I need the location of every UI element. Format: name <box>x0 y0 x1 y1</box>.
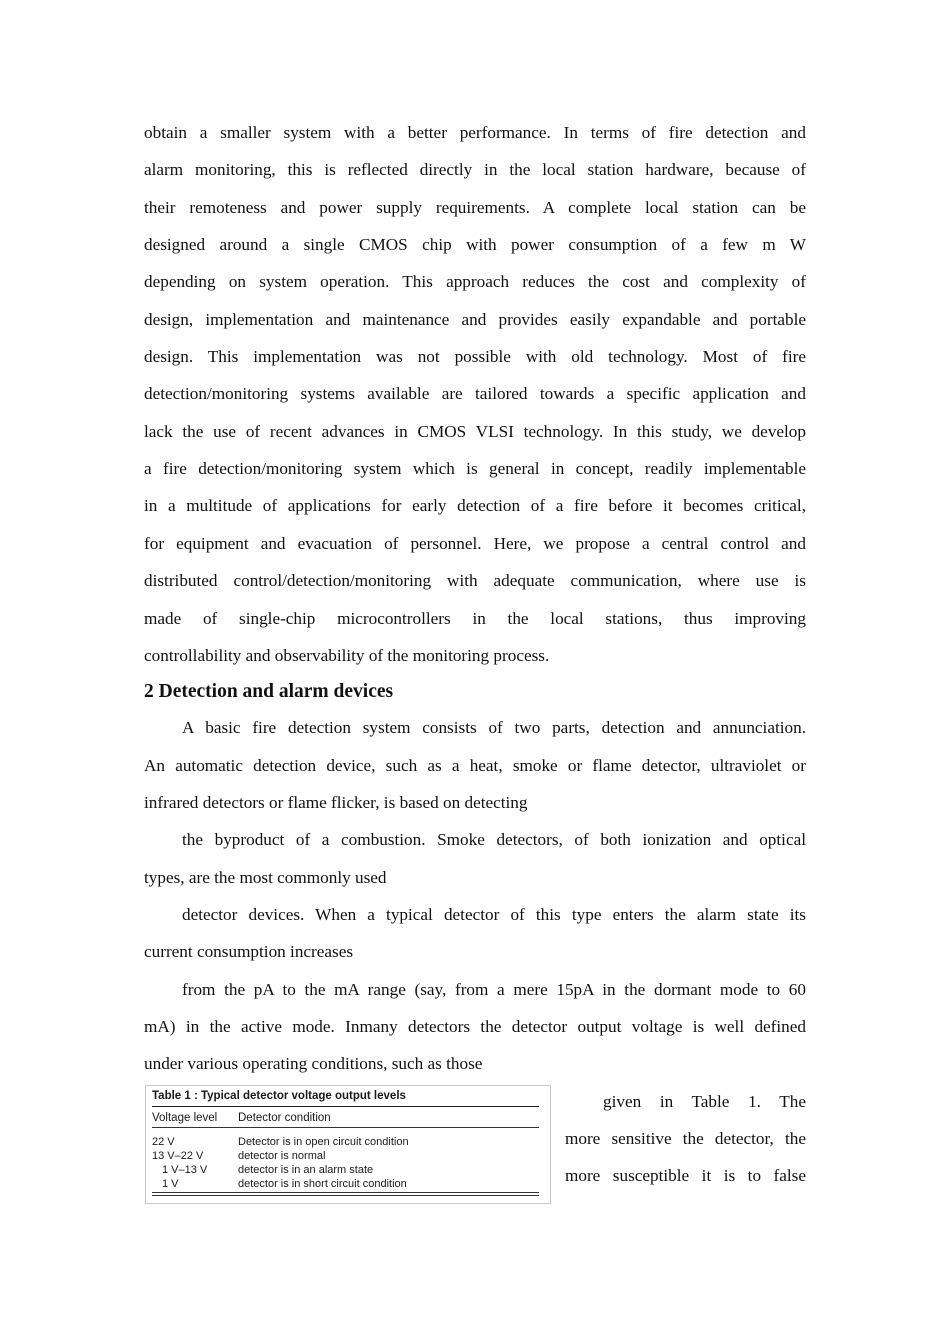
paragraph-line: types, are the most commonly used <box>144 868 387 887</box>
table-cell-voltage: 22 V <box>152 1136 175 1148</box>
table-rule <box>152 1192 539 1193</box>
paragraph-line: from the pA to the mA range (say, from a mere 15pA in the dormant mode to 60 <box>182 980 806 999</box>
table-header-voltage: Voltage level <box>152 1112 218 1124</box>
wrapped-line: more susceptible it is to false <box>565 1166 806 1185</box>
table-rule <box>152 1195 539 1196</box>
table-figure <box>145 1085 551 1204</box>
table-cell-condition: detector is normal <box>238 1150 326 1162</box>
paragraph-line: their remoteness and power supply requirements. A complete local station can be <box>144 198 806 217</box>
paragraph-line: infrared detectors or flame flicker, is based on detecting <box>144 793 528 812</box>
paragraph-line: a fire detection/monitoring system which is general in concept, readily implementable <box>144 459 806 478</box>
paragraph-line: detector devices. When a typical detector of this type enters the alarm state its <box>182 905 806 924</box>
paragraph-line: detection/monitoring systems available are tailored towards a specific application and <box>144 384 806 403</box>
table-cell-voltage: 13 V–22 V <box>152 1150 204 1162</box>
paragraph-line: A basic fire detection system consists of two parts, detection and annunciation. <box>182 718 806 737</box>
paragraph-line: mA) in the active mode. Inmany detectors the detector output voltage is well defined <box>144 1017 806 1036</box>
section-heading: 2 Detection and alarm devices <box>144 681 394 702</box>
table-rule <box>152 1106 539 1107</box>
paragraph-line: for equipment and evacuation of personnel. Here, we propose a central control and <box>144 534 806 553</box>
table-cell-condition: detector is in an alarm state <box>238 1164 374 1176</box>
paragraph-line: designed around a single CMOS chip with power consumption of a few m W <box>144 235 806 254</box>
paragraph-line: An automatic detection device, such as a heat, smoke or flame detector, ultraviolet or <box>144 756 806 775</box>
paragraph-line: depending on system operation. This approach reduces the cost and complexity of <box>144 272 806 291</box>
paragraph-line: made of single-chip microcontrollers in the local stations, thus improving <box>144 609 806 628</box>
paragraph-line: lack the use of recent advances in CMOS VLSI technology. In this study, we develop <box>144 422 806 441</box>
paragraph-line: obtain a smaller system with a better performance. In terms of fire detection and <box>144 123 806 142</box>
table-cell-voltage: 1 V <box>162 1178 179 1190</box>
paragraph-line: distributed control/detection/monitoring with adequate communication, where use is <box>144 571 806 590</box>
table-header-condition: Detector condition <box>238 1112 331 1124</box>
paragraph-line: under various operating conditions, such as those <box>144 1054 483 1073</box>
paragraph-line: design. This implementation was not possible with old technology. Most of fire <box>144 347 806 366</box>
table-caption: Table 1 : Typical detector voltage output levels <box>152 1090 406 1102</box>
table-cell-condition: Detector is in open circuit condition <box>238 1136 409 1148</box>
paragraph-line: controllability and observability of the monitoring process. <box>144 646 550 665</box>
paragraph-line: current consumption increases <box>144 942 354 961</box>
wrapped-line: more sensitive the detector, the <box>565 1129 806 1148</box>
paragraph-line: in a multitude of applications for early detection of a fire before it becomes critical, <box>144 496 806 515</box>
table-cell-condition: detector is in short circuit condition <box>238 1178 407 1190</box>
paragraph-line: the byproduct of a combustion. Smoke detectors, of both ionization and optical <box>182 830 806 849</box>
paragraph-line: design, implementation and maintenance and provides easily expandable and portable <box>144 310 806 329</box>
paragraph-line: alarm monitoring, this is reflected directly in the local station hardware, because of <box>144 160 806 179</box>
table-rule <box>152 1127 539 1128</box>
table-cell-voltage: 1 V–13 V <box>162 1164 208 1176</box>
wrapped-line: given in Table 1. The <box>603 1092 806 1111</box>
